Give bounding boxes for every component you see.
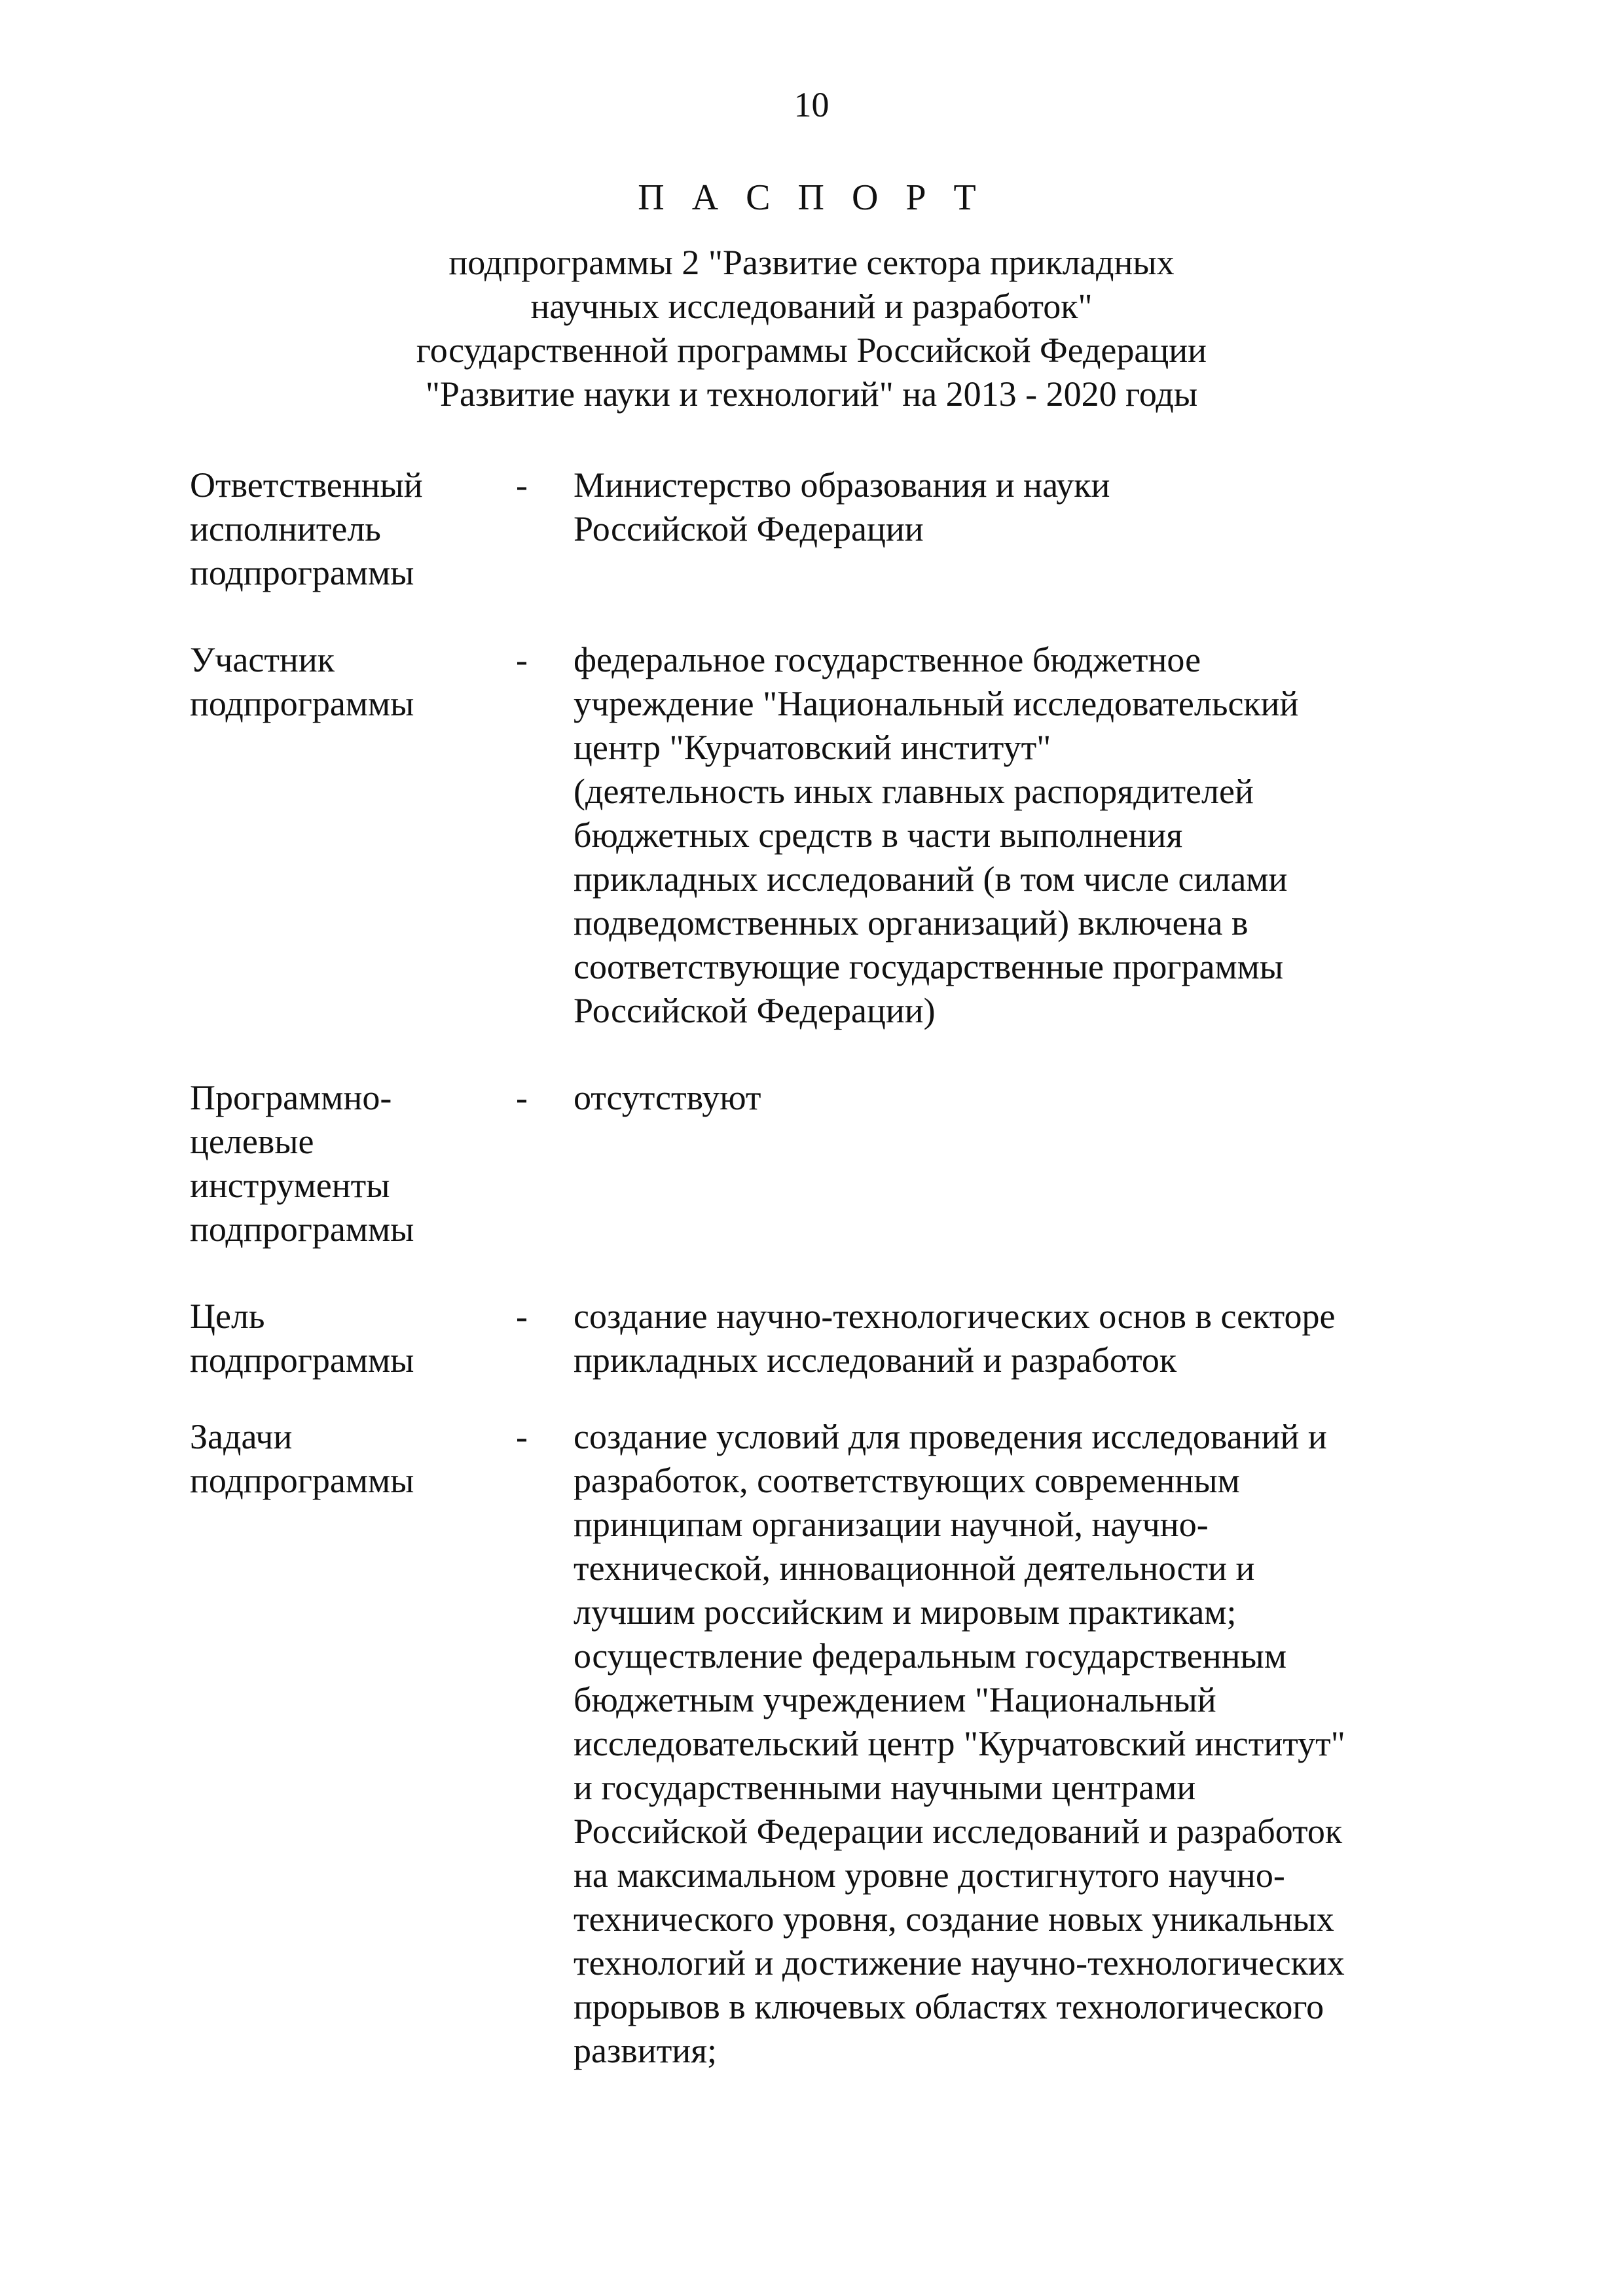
document-subtitle (0, 241, 1623, 416)
value-line: технической, инновационной деятельности и (574, 1549, 1255, 1588)
value-line: технологий и достижение научно-технологических (574, 1943, 1345, 1982)
label-line: подпрограммы (190, 1340, 414, 1380)
row-value (574, 1076, 1467, 1251)
passport-row-goal (190, 1295, 1467, 1382)
value-line: прикладных исследований и разработок (574, 1340, 1177, 1380)
value-line: на максимальном уровне достигнутого научно- (574, 1856, 1285, 1895)
label-line: Задачи (190, 1417, 293, 1456)
passport-row-responsible-executor (190, 463, 1467, 595)
value-line: Российской Федерации (574, 509, 924, 548)
passport-row-instruments (190, 1076, 1467, 1251)
row-dash: - (516, 1417, 528, 1456)
value-line: Российской Федерации) (574, 991, 936, 1030)
label-line: подпрограммы (190, 1461, 414, 1500)
value-line: (деятельность иных главных распорядителей (574, 772, 1254, 811)
row-label (190, 1295, 511, 1382)
value-line: центр "Курчатовский институт" (574, 728, 1051, 767)
value-line: создание условий для проведения исследований и (574, 1417, 1327, 1456)
label-line: целевые (190, 1122, 314, 1161)
value-line: принципам организации научной, научно- (574, 1505, 1209, 1544)
document-title: П А С П О Р Т (638, 177, 985, 218)
value-line: бюджетных средств в части выполнения (574, 816, 1183, 855)
value-line: Российской Федерации исследований и разработок (574, 1812, 1343, 1851)
row-label (190, 1415, 511, 2073)
subtitle-line: "Развитие науки и технологий" на 2013 - 2020 годы (425, 374, 1198, 414)
subtitle-line: государственной программы Российской Федерации (416, 331, 1207, 370)
subtitle-line: подпрограммы 2 "Развитие сектора прикладных (448, 243, 1175, 282)
value-line: соответствующие государственные программы (574, 947, 1284, 986)
value-line: технического уровня, создание новых уникальных (574, 1899, 1334, 1939)
value-line: подведомственных организаций) включена в (574, 903, 1249, 942)
label-line: инструменты (190, 1166, 390, 1205)
value-line: создание научно-технологических основ в секторе (574, 1297, 1336, 1336)
label-line: Цель (190, 1297, 265, 1336)
label-line: Ответственный (190, 465, 423, 505)
value-line: бюджетным учреждением "Национальный (574, 1680, 1216, 1719)
passport-row-tasks (190, 1415, 1467, 2073)
value-line: развития; (574, 2031, 718, 2070)
row-dash: - (516, 1078, 528, 1117)
value-line: осуществление федеральным государственным (574, 1636, 1286, 1676)
subtitle-line: научных исследований и разработок" (530, 287, 1093, 326)
row-dash: - (516, 465, 528, 505)
row-dash: - (516, 640, 528, 679)
value-line: учреждение "Национальный исследовательский (574, 684, 1299, 723)
value-line: разработок, соответствующих современным (574, 1461, 1240, 1500)
row-label (190, 463, 511, 595)
row-value (574, 1415, 1467, 2073)
row-label (190, 638, 511, 1033)
row-value (574, 1295, 1467, 1382)
value-line: и государственными научными центрами (574, 1768, 1196, 1807)
label-line: Программно- (190, 1078, 392, 1117)
passport-row-participant (190, 638, 1467, 1033)
label-line: подпрограммы (190, 1210, 414, 1249)
label-line: подпрограммы (190, 553, 414, 592)
value-line: исследовательский центр "Курчатовский институт" (574, 1724, 1345, 1763)
passport-table (190, 463, 1467, 2073)
page-number: 10 (793, 85, 830, 124)
value-line: прорывов в ключевых областях технологического (574, 1987, 1324, 2026)
row-label (190, 1076, 511, 1251)
label-line: исполнитель (190, 509, 381, 548)
row-value (574, 638, 1467, 1033)
value-line: прикладных исследований (в том числе силами (574, 859, 1288, 899)
label-line: подпрограммы (190, 684, 414, 723)
row-dash: - (516, 1297, 528, 1336)
label-line: Участник (190, 640, 335, 679)
value-line: лучшим российским и мировым практикам; (574, 1592, 1237, 1632)
value-line: отсутствуют (574, 1078, 761, 1117)
row-value (574, 463, 1467, 595)
value-line: федеральное государственное бюджетное (574, 640, 1201, 679)
value-line: Министерство образования и науки (574, 465, 1110, 505)
